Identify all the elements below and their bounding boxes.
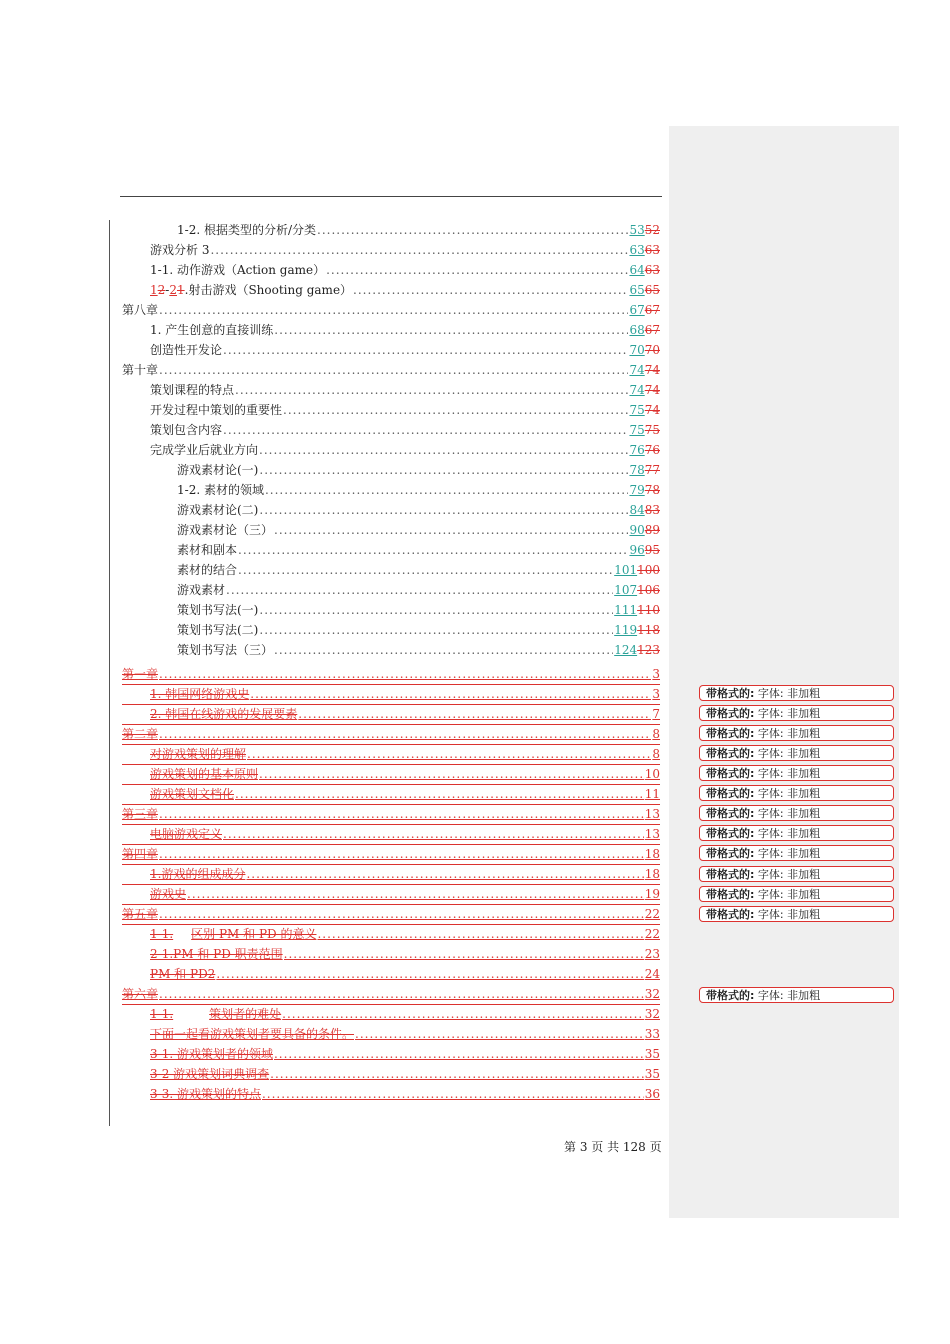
dot-leader	[259, 500, 628, 520]
page-number: 22	[644, 927, 660, 941]
deleted-toc-entry[interactable]	[150, 704, 660, 724]
dot-leader	[265, 480, 628, 500]
page-number: 9695	[629, 543, 660, 557]
page-number: 6463	[629, 263, 660, 277]
page-number: 6767	[629, 303, 660, 317]
toc-entry-title: 素材的结合	[177, 563, 238, 577]
toc-entry-title: 1.游戏的组成成分	[150, 867, 246, 881]
deletion-rule	[122, 824, 660, 825]
toc-entry-title: 2. 韩国在线游戏的发展要素	[150, 707, 298, 721]
dot-leader	[326, 260, 628, 280]
toc-entry[interactable]	[177, 640, 660, 660]
page-footer: 第 3 页 共 128 页	[564, 1140, 662, 1154]
toc-entry-title: 3-1. 游戏策划者的领域	[150, 1047, 273, 1061]
toc-entry-title: 下面一起看游戏策划者要具备的条件。	[150, 1027, 355, 1041]
toc-entry-title: 策划书写法(一)	[177, 603, 259, 617]
dot-leader	[355, 1024, 644, 1044]
page-number: 35	[644, 1047, 660, 1061]
page-number: 124123	[614, 643, 660, 657]
deleted-toc-entry[interactable]	[150, 884, 660, 904]
dot-leader	[235, 380, 628, 400]
toc-entry-title: 游戏素材论（三）	[177, 523, 274, 537]
deleted-toc-entry[interactable]	[122, 804, 660, 824]
toc-entry-title: 第五章	[122, 907, 159, 921]
dot-leader	[274, 320, 628, 340]
toc-entry-title: 策划课程的特点	[150, 383, 235, 397]
toc-entry[interactable]	[150, 280, 660, 300]
dot-leader	[187, 884, 644, 904]
format-comment[interactable]: 带格式的: 字体: 非加粗	[699, 886, 894, 902]
toc-entry[interactable]	[177, 480, 660, 500]
deletion-rule	[122, 684, 660, 685]
deleted-toc-entry[interactable]	[150, 764, 660, 784]
toc-entry-title: 第四章	[122, 847, 159, 861]
page-number: 10	[644, 767, 660, 781]
deleted-toc-entry[interactable]	[150, 1084, 660, 1104]
dot-leader	[353, 280, 628, 300]
format-comment[interactable]: 带格式的: 字体: 非加粗	[699, 987, 894, 1003]
format-comment[interactable]: 带格式的: 字体: 非加粗	[699, 685, 894, 701]
page-number: 7474	[629, 363, 660, 377]
format-comment[interactable]: 带格式的: 字体: 非加粗	[699, 705, 894, 721]
page-number: 7574	[629, 403, 660, 417]
dot-leader	[247, 744, 651, 764]
dot-leader	[223, 824, 644, 844]
deletion-rule	[122, 884, 660, 885]
dot-leader	[274, 520, 628, 540]
dot-leader	[259, 620, 613, 640]
page-number: 32	[644, 987, 660, 1001]
deletion-rule	[122, 864, 660, 865]
toc-entry-title: 1-2. 素材的领域	[177, 483, 264, 497]
page-number: 107106	[614, 583, 660, 597]
toc-entry-title: 3-3. 游戏策划的特点	[150, 1087, 261, 1101]
dot-leader	[274, 1044, 644, 1064]
toc-entry-title: 策划书写法(二)	[177, 623, 259, 637]
page-number: 101100	[614, 563, 660, 577]
dot-leader	[159, 724, 651, 744]
deleted-toc-entry[interactable]	[122, 724, 660, 744]
page-number: 6867	[629, 323, 660, 337]
page-number: 7474	[629, 383, 660, 397]
deletion-rule	[122, 1004, 660, 1005]
toc-entry-title: 电脑游戏定义	[150, 827, 223, 841]
dot-leader	[235, 784, 644, 804]
dot-leader	[159, 664, 651, 684]
format-comment[interactable]: 带格式的: 字体: 非加粗	[699, 785, 894, 801]
deleted-toc-entry[interactable]	[122, 844, 660, 864]
toc-entry[interactable]	[177, 540, 660, 560]
page-number: 8	[652, 747, 660, 761]
format-comment[interactable]: 带格式的: 字体: 非加粗	[699, 805, 894, 821]
dot-leader	[259, 440, 628, 460]
toc-entry-title: 创造性开发论	[150, 343, 223, 357]
deleted-toc-entry[interactable]	[150, 964, 660, 984]
toc-entry-title: 1-1. 动作游戏（Action game）	[150, 263, 326, 277]
toc-entry-title: 游戏策划的基本原则	[150, 767, 259, 781]
format-comment[interactable]: 带格式的: 字体: 非加粗	[699, 765, 894, 781]
toc-entry-title: 3-2 游戏策划词典调查	[150, 1067, 270, 1081]
toc-entry-title: 第六章	[122, 987, 159, 1001]
page-number: 119118	[614, 623, 660, 637]
deletion-rule	[122, 924, 660, 925]
page-number: 8483	[629, 503, 660, 517]
dot-leader	[159, 360, 628, 380]
deleted-toc-entry[interactable]	[150, 824, 660, 844]
page-number: 18	[644, 847, 660, 861]
page-number: 7676	[629, 443, 660, 457]
toc-entry-title: PM 和 PD2	[150, 967, 216, 981]
deleted-toc-entry[interactable]	[150, 744, 660, 764]
dot-leader	[159, 300, 628, 320]
dot-leader	[238, 560, 613, 580]
toc-entry-title: 素材和剧本	[177, 543, 238, 557]
dot-leader	[262, 1084, 644, 1104]
deleted-toc-entry[interactable]	[150, 864, 660, 884]
page-number: 7575	[629, 423, 660, 437]
deletion-rule	[122, 704, 660, 705]
toc-entry[interactable]	[177, 620, 660, 640]
page-number: 11	[644, 787, 660, 801]
page-number: 18	[644, 867, 660, 881]
page-number: 8	[652, 727, 660, 741]
deleted-toc-entry[interactable]	[150, 1044, 660, 1064]
toc-entry-title: 完成学业后就业方向	[150, 443, 259, 457]
dot-leader	[250, 684, 651, 704]
page-number: 22	[644, 907, 660, 921]
page-number: 5352	[629, 223, 660, 237]
dot-leader	[159, 804, 644, 824]
deletion-rule	[122, 744, 660, 745]
format-comment[interactable]: 带格式的: 字体: 非加粗	[699, 725, 894, 741]
deletion-rule	[122, 784, 660, 785]
page-number: 24	[644, 967, 660, 981]
toc-entry[interactable]	[122, 300, 660, 320]
header-rule	[120, 196, 662, 197]
toc-entry[interactable]	[150, 340, 660, 360]
toc-entry[interactable]	[177, 460, 660, 480]
deleted-toc-entry[interactable]	[150, 1064, 660, 1084]
deletion-rule	[122, 844, 660, 845]
toc-entry-title: 2-1.PM 和 PD 职责范围	[150, 947, 283, 961]
toc-entry-title: 游戏史	[150, 887, 187, 901]
deletion-rule	[122, 904, 660, 905]
dot-leader	[159, 844, 644, 864]
deleted-toc-entry[interactable]	[150, 1024, 660, 1044]
toc-entry-title: 第八章	[122, 303, 159, 317]
page-number: 23	[644, 947, 660, 961]
toc-entry[interactable]	[177, 520, 660, 540]
dot-leader	[259, 764, 644, 784]
page-number: 111110	[614, 603, 660, 617]
page-number: 3	[652, 687, 660, 701]
toc-entry-title: 游戏分析 3	[150, 243, 210, 257]
toc-entry-title: 1. 韩国网络游戏史	[150, 687, 250, 701]
deleted-toc-entry[interactable]	[150, 1004, 660, 1024]
toc-entry[interactable]	[177, 600, 660, 620]
page-number: 7070	[629, 343, 660, 357]
toc-entry-title: 第十章	[122, 363, 159, 377]
dot-leader	[223, 420, 628, 440]
dot-leader	[238, 540, 628, 560]
toc-entry[interactable]	[150, 420, 660, 440]
format-comment[interactable]: 带格式的: 字体: 非加粗	[699, 745, 894, 761]
dot-leader	[159, 984, 644, 1004]
deleted-toc-entry[interactable]	[122, 664, 660, 684]
page-number: 3	[652, 667, 660, 681]
toc-entry-title: 游戏素材	[177, 583, 226, 597]
page-number: 13	[644, 807, 660, 821]
toc-entry-title: 开发过程中策划的重要性	[150, 403, 283, 417]
toc-entry-title: 1. 产生创意的直接训练	[150, 323, 274, 337]
dot-leader	[223, 340, 628, 360]
format-comment[interactable]: 带格式的: 字体: 非加粗	[699, 825, 894, 841]
change-bar	[109, 220, 110, 1126]
toc-entry[interactable]	[177, 500, 660, 520]
deletion-rule	[122, 764, 660, 765]
dot-leader	[283, 400, 628, 420]
deleted-toc-entry[interactable]	[150, 684, 660, 704]
toc-entry-title: 游戏素材论(二)	[177, 503, 259, 517]
comment-pane	[669, 126, 899, 1218]
toc-entry-title: 第三章	[122, 807, 159, 821]
format-comment[interactable]: 带格式的: 字体: 非加粗	[699, 845, 894, 861]
dot-leader	[259, 460, 628, 480]
format-comment[interactable]: 带格式的: 字体: 非加粗	[699, 906, 894, 922]
page-number: 6565	[629, 283, 660, 297]
dot-leader	[274, 640, 613, 660]
format-comment[interactable]: 带格式的: 字体: 非加粗	[699, 866, 894, 882]
page-number: 36	[644, 1087, 660, 1101]
dot-leader	[159, 904, 644, 924]
deletion-rule	[122, 804, 660, 805]
page-number: 19	[644, 887, 660, 901]
deleted-toc-entry[interactable]	[150, 924, 660, 944]
page-number: 35	[644, 1067, 660, 1081]
toc-entry-title: 第一章	[122, 667, 159, 681]
toc-entry[interactable]	[150, 440, 660, 460]
toc-entry-title: 1-1. 策划者的难处	[150, 1007, 282, 1021]
deleted-toc-entry[interactable]	[150, 784, 660, 804]
dot-leader	[246, 864, 643, 884]
page-number: 9089	[629, 523, 660, 537]
toc-entry-title: 对游戏策划的理解	[150, 747, 247, 761]
toc-entry-title: 游戏素材论(一)	[177, 463, 259, 477]
toc-entry-title: 1-1. 区别 PM 和 PD 的意义	[150, 927, 317, 941]
toc-entry-title: 1-2. 根据类型的分析/分类	[177, 223, 316, 237]
dot-leader	[259, 600, 613, 620]
dot-leader	[282, 1004, 644, 1024]
dot-leader	[317, 220, 628, 240]
deletion-rule	[122, 724, 660, 725]
dot-leader	[210, 240, 628, 260]
page-number: 13	[644, 827, 660, 841]
dot-leader	[317, 924, 643, 944]
toc-entry[interactable]	[150, 320, 660, 340]
toc-entry[interactable]	[150, 400, 660, 420]
deleted-toc-entry[interactable]	[122, 984, 660, 1004]
page-number: 7	[652, 707, 660, 721]
toc-entry-title: 第二章	[122, 727, 159, 741]
page-number: 33	[644, 1027, 660, 1041]
toc-entry-title: 12-21.射击游戏（Shooting game）	[150, 283, 353, 297]
toc-entry-title: 游戏策划文档化	[150, 787, 235, 801]
page-number: 7978	[629, 483, 660, 497]
dot-leader	[216, 964, 643, 984]
toc-entry[interactable]	[177, 580, 660, 600]
page-number: 6363	[629, 243, 660, 257]
dot-leader	[298, 704, 651, 724]
dot-leader	[226, 580, 613, 600]
toc-entry[interactable]	[177, 560, 660, 580]
page-number: 7877	[629, 463, 660, 477]
dot-leader	[270, 1064, 644, 1084]
toc-entry[interactable]	[122, 360, 660, 380]
dot-leader	[284, 944, 644, 964]
deleted-toc-entry[interactable]	[122, 904, 660, 924]
toc-entry[interactable]	[150, 240, 660, 260]
toc-entry[interactable]	[150, 260, 660, 280]
toc-entry[interactable]	[177, 220, 660, 240]
deleted-toc-entry[interactable]	[150, 944, 660, 964]
toc-entry[interactable]	[150, 380, 660, 400]
page-number: 32	[644, 1007, 660, 1021]
toc-entry-title: 策划包含内容	[150, 423, 223, 437]
toc-entry-title: 策划书写法（三）	[177, 643, 274, 657]
